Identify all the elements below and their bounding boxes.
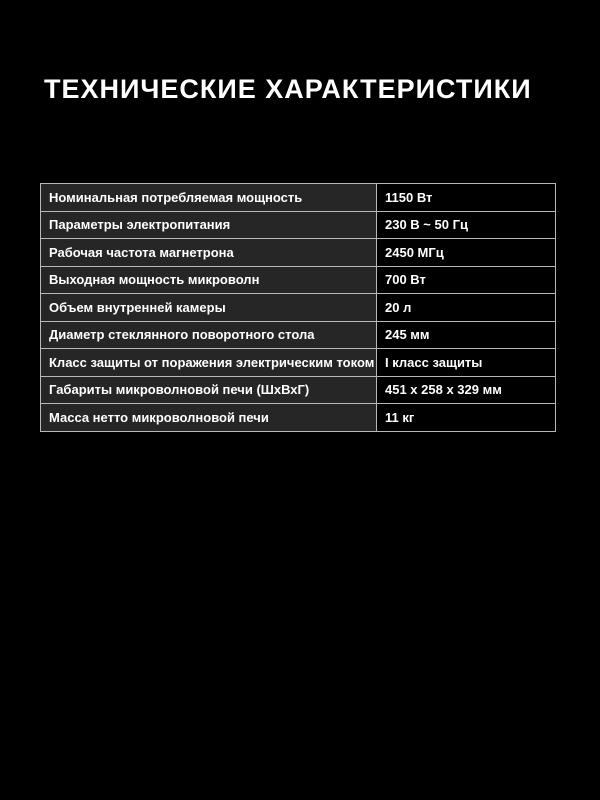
table-row bbox=[41, 321, 555, 349]
spec-value: 451 х 258 х 329 мм bbox=[377, 377, 555, 404]
table-row bbox=[41, 293, 555, 321]
spec-label: Объем внутренней камеры bbox=[41, 294, 377, 321]
spec-table bbox=[40, 183, 556, 432]
spec-value: 700 Вт bbox=[377, 267, 555, 294]
table-row bbox=[41, 376, 555, 404]
spec-value: 1150 Вт bbox=[377, 184, 555, 211]
spec-label: Масса нетто микроволновой печи bbox=[41, 404, 377, 431]
table-row bbox=[41, 348, 555, 376]
spec-label: Класс защиты от поражения электрическим током bbox=[41, 349, 377, 376]
spec-value: I класс защиты bbox=[377, 349, 555, 376]
spec-label: Параметры электропитания bbox=[41, 212, 377, 239]
spec-label: Рабочая частота магнетрона bbox=[41, 239, 377, 266]
spec-value: 20 л bbox=[377, 294, 555, 321]
spec-label: Номинальная потребляемая мощность bbox=[41, 184, 377, 211]
table-row bbox=[41, 403, 555, 431]
page-title: ТЕХНИЧЕСКИЕ ХАРАКТЕРИСТИКИ bbox=[44, 74, 532, 104]
spec-value: 2450 МГц bbox=[377, 239, 555, 266]
spec-value: 230 В ~ 50 Гц bbox=[377, 212, 555, 239]
spec-value: 245 мм bbox=[377, 322, 555, 349]
spec-label: Выходная мощность микроволн bbox=[41, 267, 377, 294]
spec-label: Диаметр стеклянного поворотного стола bbox=[41, 322, 377, 349]
table-row bbox=[41, 238, 555, 266]
spec-label: Габариты микроволновой печи (ШхВхГ) bbox=[41, 377, 377, 404]
spec-value: 11 кг bbox=[377, 404, 555, 431]
table-row bbox=[41, 266, 555, 294]
table-row bbox=[41, 184, 555, 211]
table-row bbox=[41, 211, 555, 239]
